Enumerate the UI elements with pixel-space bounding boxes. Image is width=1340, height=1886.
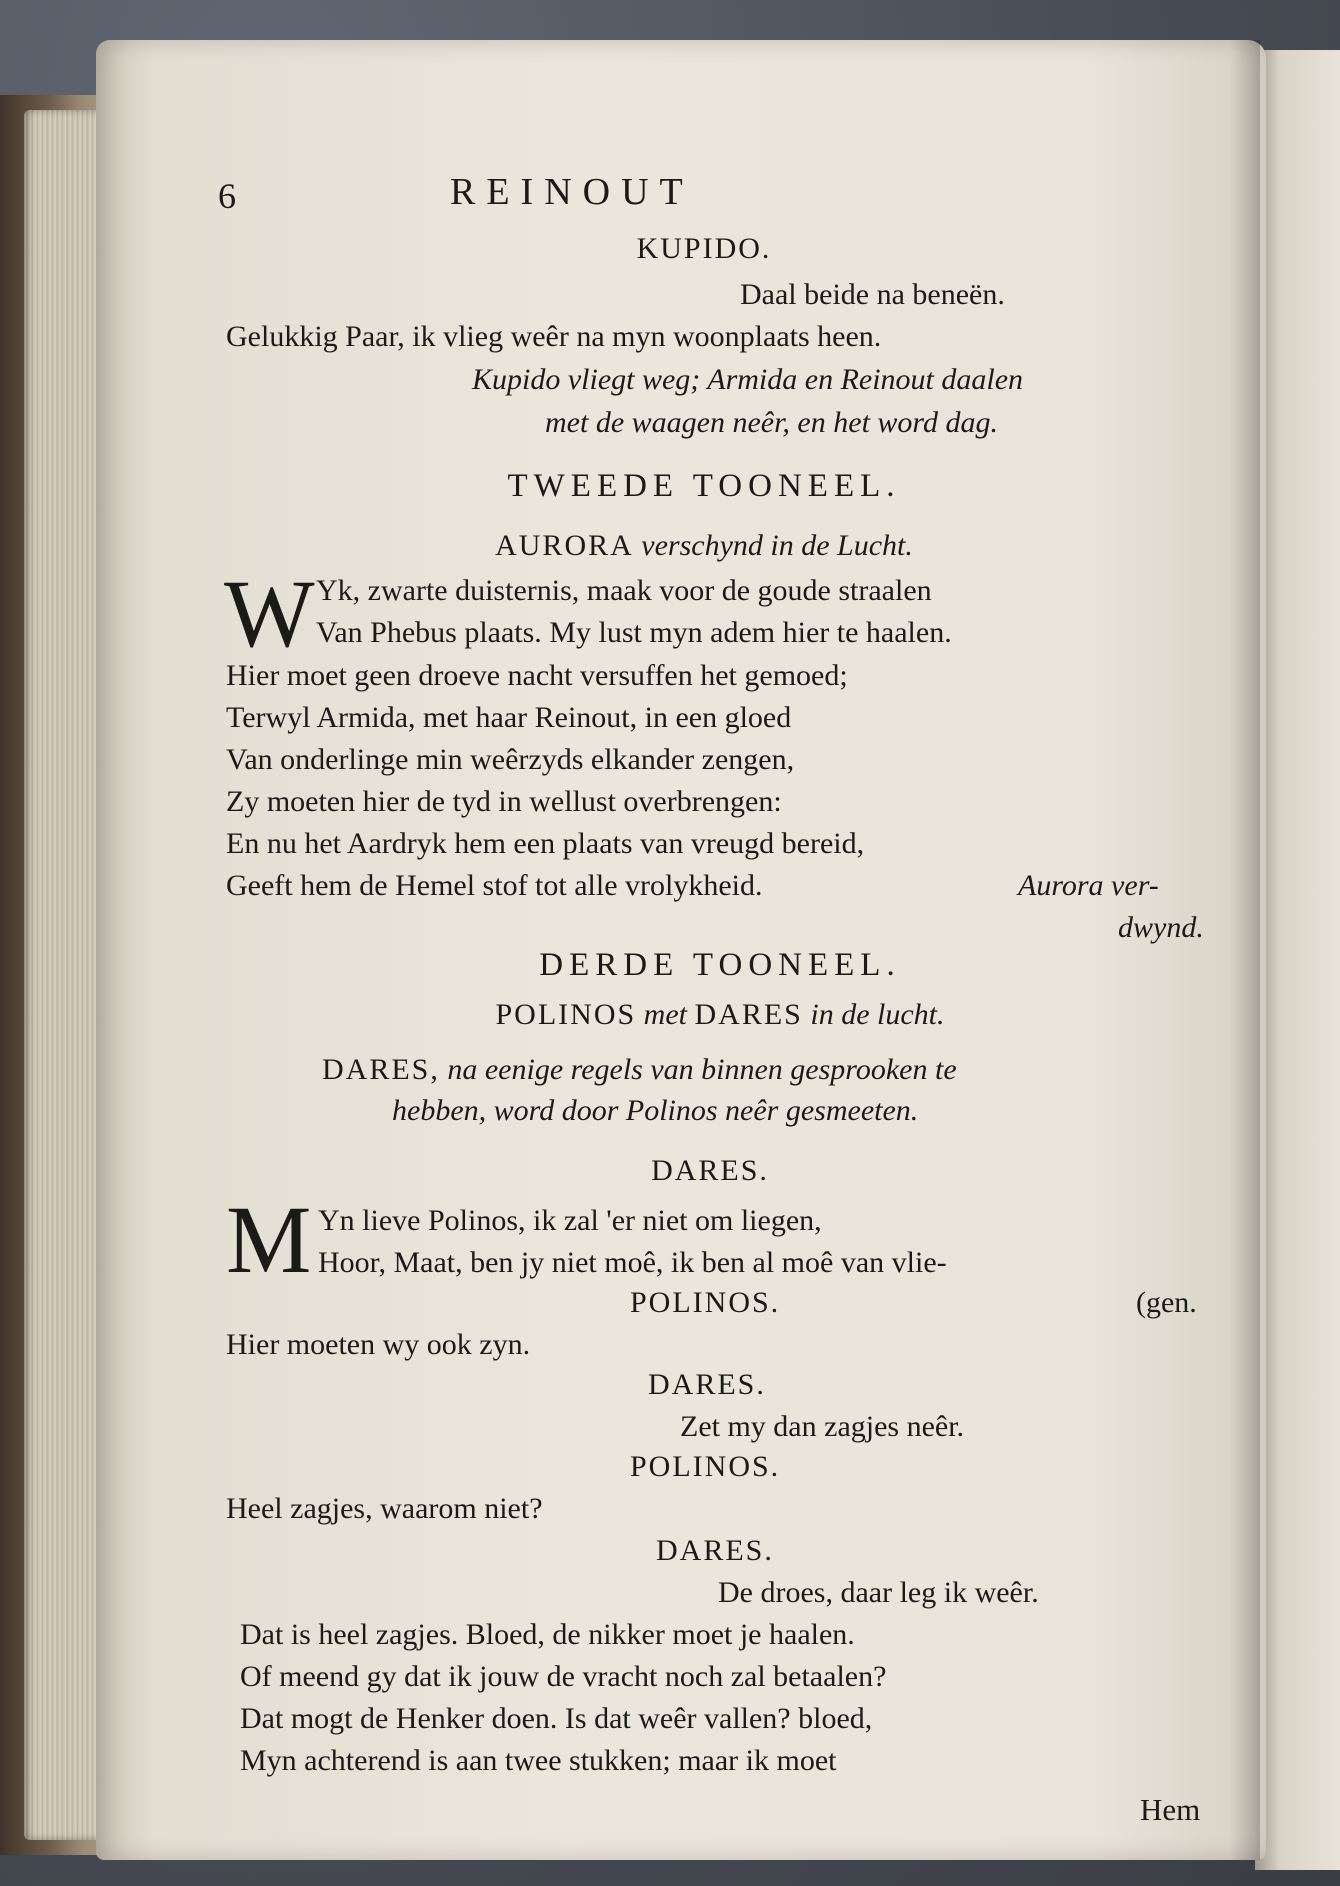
page-number: 6: [218, 176, 236, 216]
speaker-name: DARES.: [656, 1534, 774, 1567]
speaker-name: POLINOS.: [630, 1450, 781, 1483]
verse-line: Van onderlinge min weêrzyds elkander zengen,: [226, 743, 795, 776]
scene-heading: TWEEDE TOONEEL.: [507, 468, 901, 504]
verse-line: Zy moeten hier de tyd in wellust overbrengen:: [226, 785, 782, 818]
character-name: DARES: [694, 998, 803, 1031]
verse-line: Gelukkig Paar, ik vlieg weêr na myn woonplaats heen.: [226, 320, 882, 353]
verse-line: Van Phebus plaats. My lust myn adem hier te haalen.: [316, 616, 952, 649]
stage-direction: met de waagen neêr, en het word dag.: [545, 406, 998, 439]
character-name: AURORA: [495, 529, 634, 562]
verse-line: Yn lieve Polinos, ik zal 'er niet om liegen,: [318, 1204, 822, 1237]
verse-line: Hier moet geen droeve nacht versuffen het gemoed;: [226, 659, 848, 692]
verse-line: Yk, zwarte duisternis, maak voor de goude straalen: [316, 574, 932, 607]
verse-line: En nu het Aardryk hem een plaats van vreugd bereid,: [226, 827, 865, 860]
verse-line-turnover: (gen.: [1136, 1286, 1197, 1319]
stage-direction-text: na eenige regels van binnen gesprooken te: [447, 1053, 957, 1086]
drop-capital: M: [226, 1186, 312, 1293]
speaker-name: POLINOS.: [630, 1286, 781, 1319]
verse-line: De droes, daar leg ik weêr.: [718, 1576, 1039, 1609]
catchword: Hem: [1140, 1792, 1201, 1827]
speaker-name: DARES.: [648, 1368, 766, 1401]
stage-direction: hebben, word door Polinos neêr gesmeeten.: [392, 1094, 919, 1127]
drop-capital: W: [224, 560, 315, 667]
stage-direction: Aurora ver-: [1018, 869, 1159, 902]
speaker-name: DARES.: [651, 1154, 769, 1187]
verse-line: Hier moeten wy ook zyn.: [226, 1328, 531, 1361]
verse-line: Geeft hem de Hemel stof tot alle vrolykheid.: [226, 869, 763, 902]
verse-line: Hoor, Maat, ben jy niet moê, ik ben al moê van vlie-: [318, 1246, 947, 1279]
scene-subheading: [495, 531, 913, 561]
character-name: DARES,: [322, 1053, 440, 1086]
scene-subheading: [495, 1000, 944, 1030]
scene-heading: DERDE TOONEEL.: [539, 947, 901, 983]
verse-line: Heel zagjes, waarom niet?: [226, 1492, 543, 1525]
verse-line: Myn achterend is aan twee stukken; maar ik moet: [240, 1744, 837, 1777]
page-gutter-shadow: [1230, 40, 1260, 1860]
verse-line: Dat mogt de Henker doen. Is dat weêr vallen? bloed,: [240, 1702, 873, 1735]
verse-line: Terwyl Armida, met haar Reinout, in een gloed: [226, 701, 792, 734]
stage-direction: in de lucht.: [810, 998, 945, 1031]
character-name: POLINOS: [495, 998, 637, 1031]
speaker-name: KUPIDO.: [636, 232, 772, 265]
stage-direction: Kupido vliegt weg; Armida en Reinout daalen: [472, 363, 1024, 396]
stage-direction: verschynd in de Lucht.: [641, 529, 913, 562]
verse-line: Dat is heel zagjes. Bloed, de nikker moet je haalen.: [240, 1618, 855, 1651]
stage-direction: [322, 1055, 957, 1085]
running-title: REINOUT: [450, 171, 694, 213]
facing-page-edge: [1255, 50, 1340, 1870]
verse-line: Daal beide na beneën.: [740, 278, 1005, 311]
verse-line: Of meend gy dat ik jouw de vracht noch zal betaalen?: [240, 1660, 887, 1693]
stage-direction: met: [643, 998, 688, 1031]
verse-line: Zet my dan zagjes neêr.: [680, 1410, 965, 1443]
stage-direction: dwynd.: [1118, 911, 1204, 944]
